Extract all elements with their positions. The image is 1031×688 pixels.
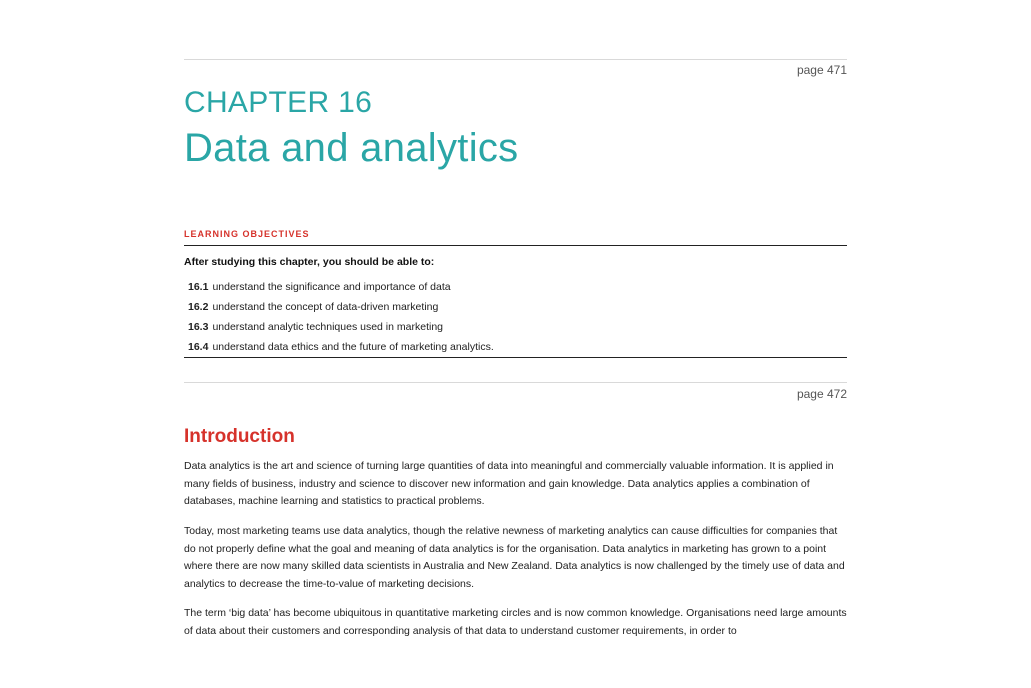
objective-item — [184, 301, 438, 313]
paragraph: Today, most marketing teams use data analytics, though the relative newness of marketing analytics can cause difficulties for companies that do not properly define what the goal and meaning of data analytics is for the organisation. Data analytics in marketing has grown to a point where there are now many skilled data scientists in Australia and New Zealand. Data analytics is now challenged by the timely use of data and analytics to decrease the time-to-value of marketing decisions. — [184, 525, 845, 590]
section-heading-introduction: Introduction — [184, 426, 295, 447]
chapter-title: Data and analytics — [184, 126, 519, 170]
objective-number: 16.2 — [188, 301, 209, 313]
page-separator-top — [184, 59, 847, 60]
paragraph: Data analytics is the art and science of turning large quantities of data into meaningful and commercially valuable information. It is applied in many fields of business, industry and science to discover new information and gain knowledge. Data analytics applies a combination of databases, machine learning and statistics to practical problems. — [184, 460, 834, 507]
page-separator — [184, 382, 847, 383]
objective-item — [184, 281, 451, 293]
objective-text: understand the significance and importance of data — [212, 281, 451, 293]
page-number-472: page 472 — [796, 387, 847, 401]
objective-text: understand analytic techniques used in marketing — [212, 321, 443, 333]
objective-number: 16.1 — [188, 281, 209, 293]
learning-objectives-intro: After studying this chapter, you should be able to: — [184, 256, 435, 268]
objectives-rule-top — [184, 245, 847, 246]
objective-item — [184, 341, 494, 353]
page-number-471: page 471 — [796, 63, 847, 77]
objective-number: 16.3 — [188, 321, 209, 333]
learning-objectives-heading: LEARNING OBJECTIVES — [184, 229, 310, 239]
objective-text: understand the concept of data-driven marketing — [212, 301, 439, 313]
objective-text: understand data ethics and the future of marketing analytics. — [212, 341, 494, 353]
objectives-rule-bottom — [184, 357, 847, 358]
chapter-label: CHAPTER 16 — [184, 86, 373, 119]
objective-number: 16.4 — [188, 341, 209, 353]
paragraph: The term ‘big data’ has become ubiquitous in quantitative marketing circles and is now common knowledge. Organisations need large amounts of data about their customers and corresponding analysis of that data to understand customer requirements, in order to — [184, 607, 847, 637]
objective-item — [184, 321, 443, 333]
